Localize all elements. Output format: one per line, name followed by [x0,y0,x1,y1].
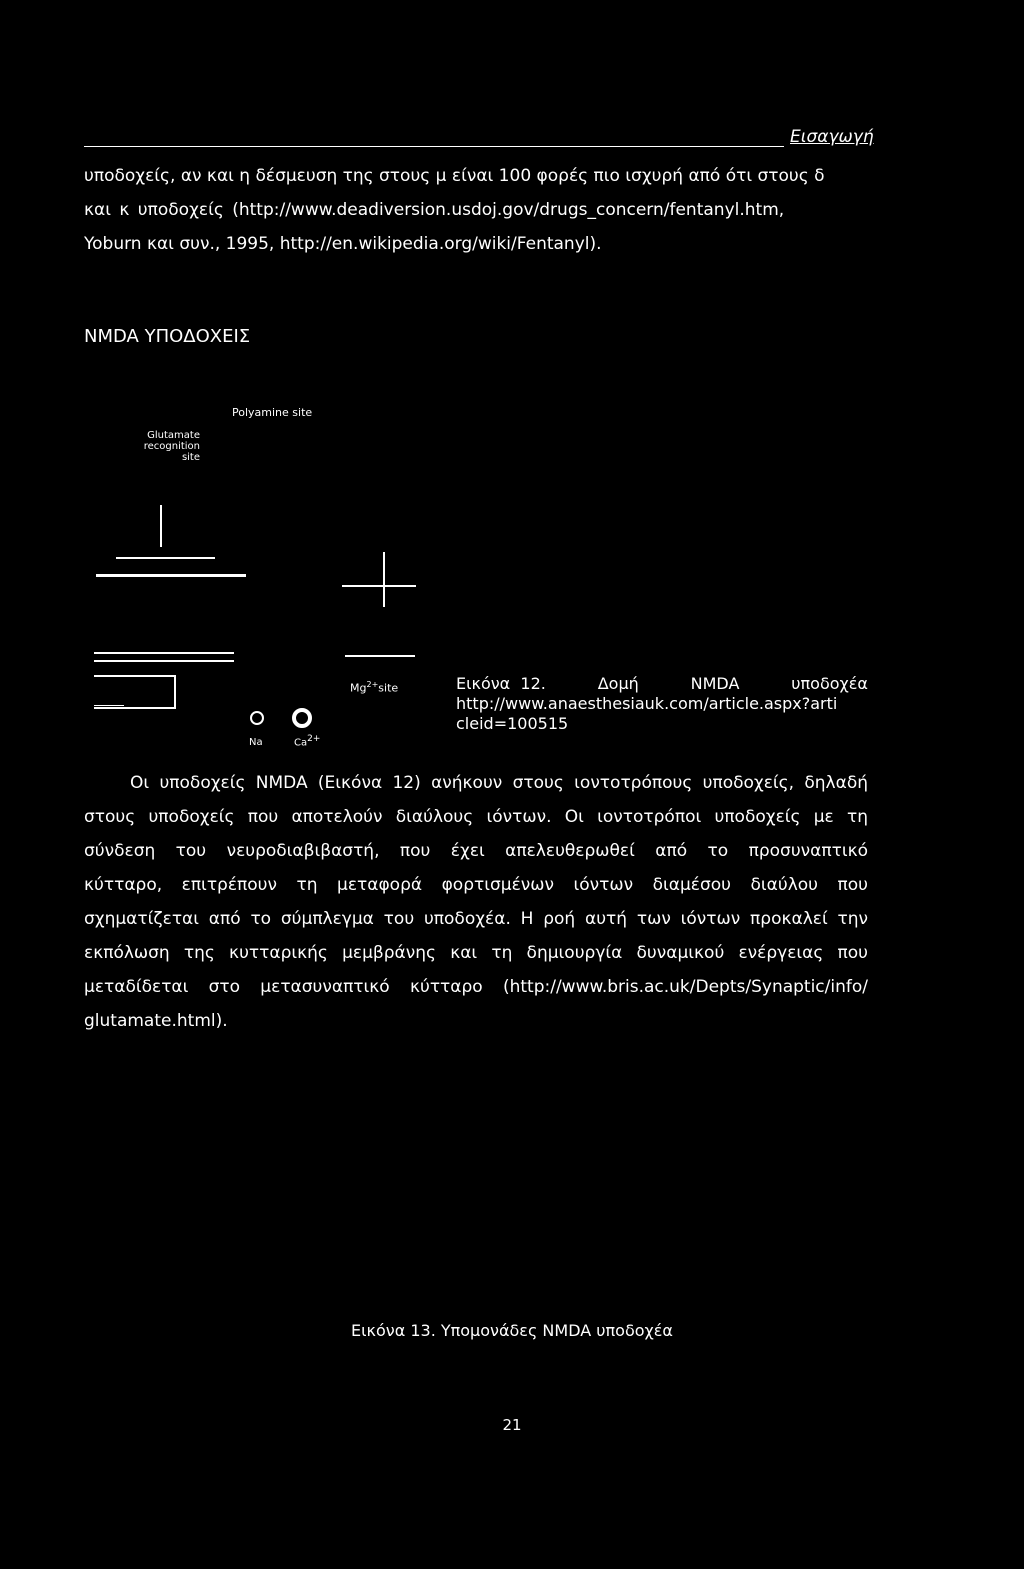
text-line: κύτταρο, επιτρέπουν τη μεταφορά φορτισμένων ιόντων διαμέσου διαύλου που [84,875,868,895]
label-glutamate-site [128,430,200,463]
caption-title-row [456,674,868,694]
paragraph-nmda [84,766,868,1038]
section-title: NMDA ΥΠΟΔΟΧΕΙΣ [84,326,251,347]
label-mg-site [350,680,398,695]
diagram-line [345,655,415,657]
text-line: σύνδεση του νευροδιαβιβαστή, που έχει απελευθερωθεί από το προσυναπτικό [84,841,868,861]
label-text: Mg [350,681,367,695]
text-line: σχηματίζεται από το σύμπλεγμα του υποδοχέα. Η ροή αυτή των ιόντων προκαλεί την [84,909,868,929]
caption-url-line: cleid=100515 [456,714,569,733]
diagram-line [94,705,124,706]
text-line: και κ υποδοχείς (http://www.deadiversion.usdoj.gov/drugs_concern/fentanyl.htm, [84,200,785,220]
label-superscript: 2+ [307,734,321,744]
caption-number: 12. [520,674,546,693]
label-text: Ca [294,737,308,749]
diagram-line [342,585,416,587]
label-polyamine-site: Polyamine site [232,406,313,419]
figure-12-caption [456,674,868,734]
caption-prefix [456,674,546,694]
caption-word: Εικόνα [456,674,511,693]
diagram-line [94,660,234,662]
calcium-ion-icon [292,708,312,728]
text-line: εκπόλωση της κυτταρικής μεμβράνης και τη δημιουργία δυναμικού ενέργειας που [84,943,868,963]
caption-word: NMDA [690,674,740,693]
caption-word: Δομή [597,674,639,693]
page-number: 21 [502,1416,522,1434]
text-line: Yoburn και συν., 1995, http://en.wikipedia.org/wiki/Fentanyl). [84,234,602,254]
label-ca [294,734,320,748]
label-na: Na [249,737,263,748]
caption-url-line: http://www.anaesthesiauk.com/article.aspx?arti [456,694,838,713]
text-line: μεταδίδεται στο μετασυναπτικό κύτταρο (http://www.bris.ac.uk/Depts/Synaptic/info/ [84,977,868,997]
figure-13-caption: Εικόνα 13. Υπομονάδες NMDA υποδοχέα [351,1321,673,1340]
diagram-line [116,557,215,559]
paragraph-intro [84,159,874,261]
text-line: υποδοχείς, αν και η δέσμευση της στους μ είναι 100 φορές πιο ισχυρή από ότι στους δ [84,166,825,186]
label-text: recognition site [143,441,200,463]
text-line: στους υποδοχείς που αποτελούν διαύλους ιόντων. Οι ιοντοτρόποι υποδοχείς με τη [84,807,868,827]
text-line: Οι υποδοχείς NMDA (Εικόνα 12) ανήκουν στους ιοντοτρόπους υποδοχείς, δηλαδή [130,773,868,793]
label-superscript: 2+ [366,680,379,689]
header-rule [84,146,784,147]
label-text: site [378,681,399,695]
diagram-box [94,675,176,709]
diagram-line [94,652,234,654]
text-line: glutamate.html). [84,1011,228,1031]
sodium-ion-icon [250,711,264,725]
diagram-line [383,552,385,607]
label-text: Glutamate [147,430,200,441]
running-header: Εισαγωγή [790,127,874,147]
caption-word: υποδοχέα [791,674,868,693]
diagram-line [160,505,162,547]
diagram-line [96,574,246,577]
